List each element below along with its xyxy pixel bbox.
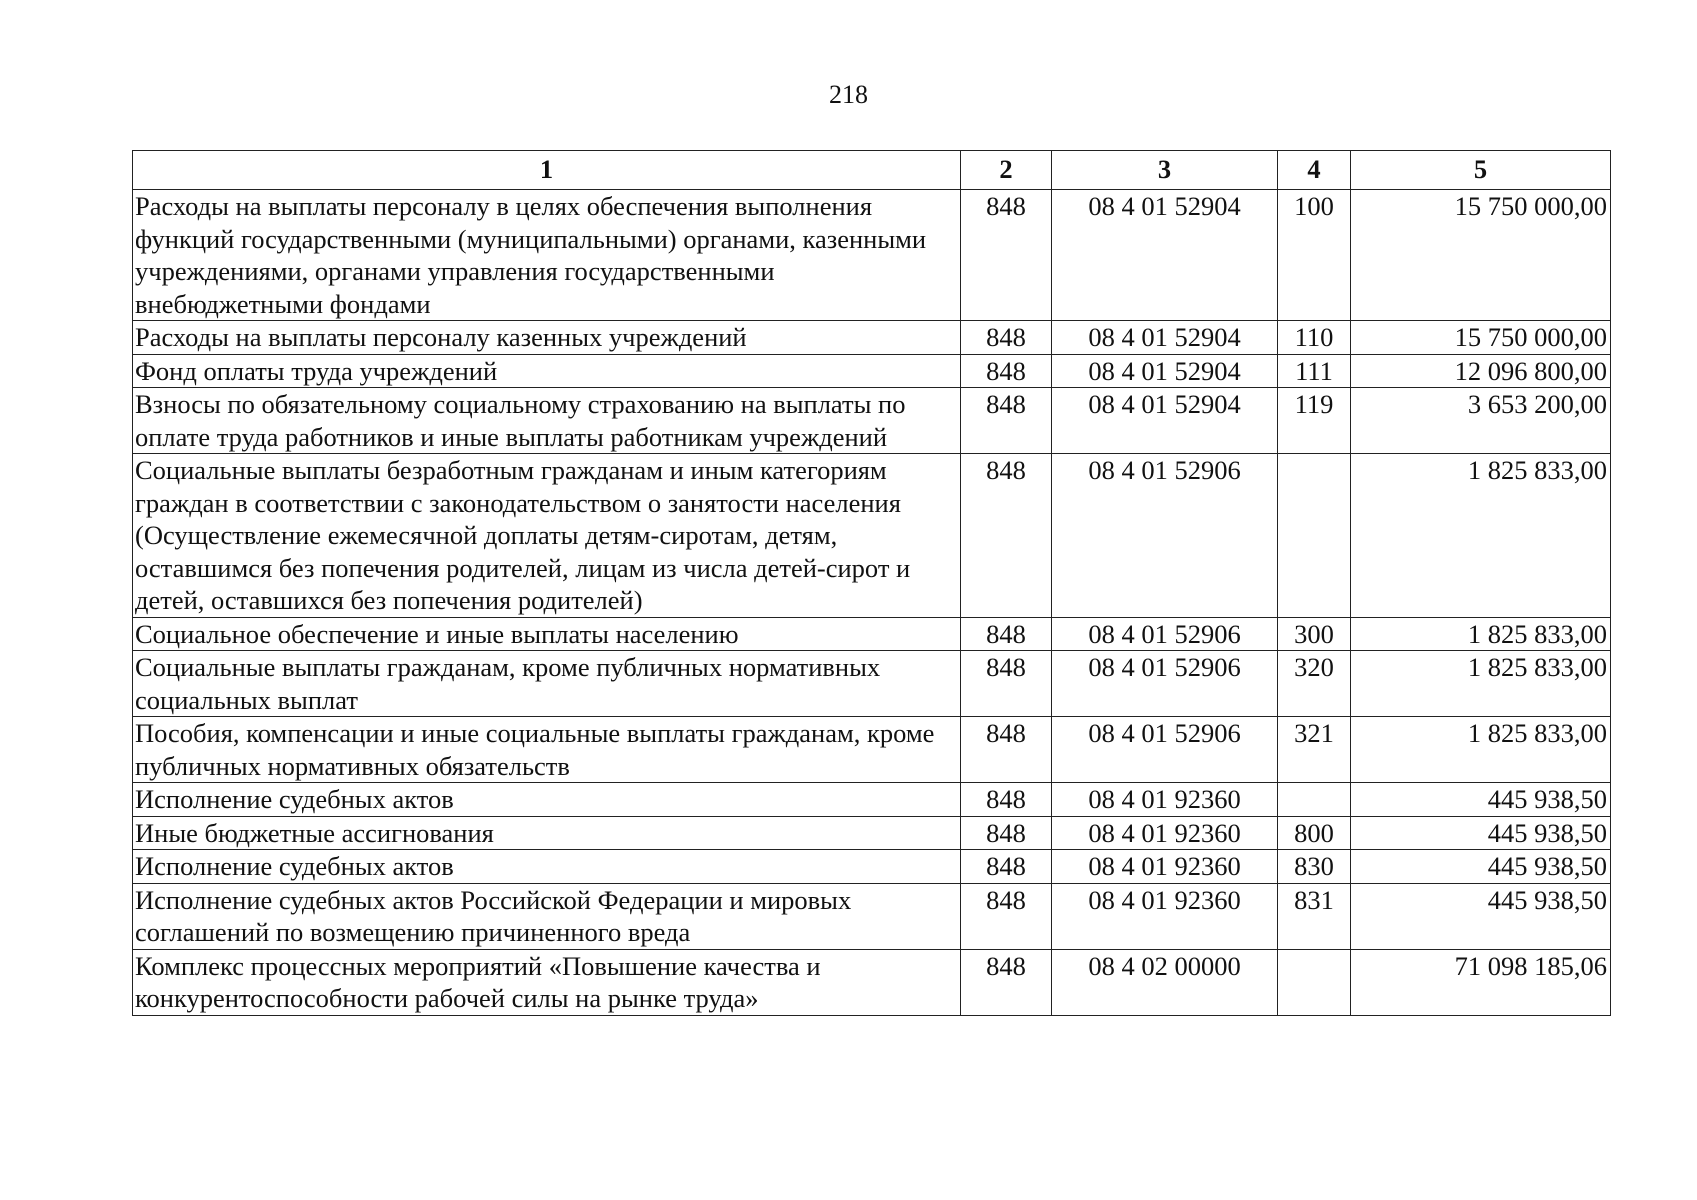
row-amount: 1 825 833,00 [1351,617,1611,651]
row-col-4 [1278,454,1351,618]
row-col-3: 08 4 01 92360 [1052,783,1278,817]
row-col-3: 08 4 01 92360 [1052,850,1278,884]
row-col-3: 08 4 01 92360 [1052,816,1278,850]
row-name: Взносы по обязательному социальному страхованию на выплаты по оплате труда работников и иные выплаты работникам учреждений [133,388,961,454]
row-name: Фонд оплаты труда учреждений [133,354,961,388]
row-col-3: 08 4 01 92360 [1052,883,1278,949]
row-amount: 1 825 833,00 [1351,651,1611,717]
table-row [133,651,1611,717]
row-col-3: 08 4 01 52904 [1052,321,1278,355]
row-name: Иные бюджетные ассигнования [133,816,961,850]
row-col-3: 08 4 01 52906 [1052,717,1278,783]
row-col-4: 320 [1278,651,1351,717]
header-col-3: 3 [1052,151,1278,190]
row-col-4 [1278,783,1351,817]
row-col-4: 321 [1278,717,1351,783]
row-col-2: 848 [961,617,1052,651]
table-body [133,190,1611,1016]
row-name: Расходы на выплаты персоналу в целях обеспечения выполнения функций государственными (муниципальными) органами, казенными учреждениями, органами управления государственными внебюджетными фондами [133,190,961,321]
row-amount: 71 098 185,06 [1351,949,1611,1015]
row-col-4: 100 [1278,190,1351,321]
row-col-2: 848 [961,354,1052,388]
row-col-2: 848 [961,816,1052,850]
row-col-4: 111 [1278,354,1351,388]
table-row [133,388,1611,454]
header-col-4: 4 [1278,151,1351,190]
row-col-4: 110 [1278,321,1351,355]
row-col-2: 848 [961,850,1052,884]
header-col-5: 5 [1351,151,1611,190]
row-amount: 15 750 000,00 [1351,190,1611,321]
row-col-3: 08 4 01 52904 [1052,354,1278,388]
table-row [133,850,1611,884]
table-row [133,354,1611,388]
row-name: Исполнение судебных актов [133,850,961,884]
row-name: Расходы на выплаты персоналу казенных учреждений [133,321,961,355]
row-name: Социальное обеспечение и иные выплаты населению [133,617,961,651]
header-col-2: 2 [961,151,1052,190]
row-col-4 [1278,949,1351,1015]
row-col-2: 848 [961,321,1052,355]
table-row [133,454,1611,618]
table-row [133,783,1611,817]
row-name: Пособия, компенсации и иные социальные выплаты гражданам, кроме публичных нормативных обязательств [133,717,961,783]
row-col-3: 08 4 01 52906 [1052,454,1278,618]
row-name: Социальные выплаты безработным гражданам и иным категориям граждан в соответствии с законодательством о занятости населения (Осуществление ежемесячной доплаты детям-сиротам, детям, оставшимся без попечения родителей, лицам из числа детей-сирот и детей, оставшихся без попечения родителей) [133,454,961,618]
row-amount: 1 825 833,00 [1351,454,1611,618]
table-row [133,617,1611,651]
row-col-2: 848 [961,454,1052,618]
table-row [133,321,1611,355]
page-number: 218 [829,80,868,109]
row-col-2: 848 [961,949,1052,1015]
table-row [133,190,1611,321]
header-col-1: 1 [133,151,961,190]
row-col-4: 800 [1278,816,1351,850]
row-name: Комплекс процессных мероприятий «Повышение качества и конкурентоспособности рабочей силы на рынке труда» [133,949,961,1015]
header-row [133,151,1611,190]
row-name: Исполнение судебных актов [133,783,961,817]
row-amount: 445 938,50 [1351,816,1611,850]
table-row [133,883,1611,949]
table-row [133,717,1611,783]
row-col-2: 848 [961,717,1052,783]
row-amount: 445 938,50 [1351,883,1611,949]
row-name: Исполнение судебных актов Российской Федерации и мировых соглашений по возмещению причиненного вреда [133,883,961,949]
row-col-2: 848 [961,783,1052,817]
row-amount: 15 750 000,00 [1351,321,1611,355]
row-amount: 445 938,50 [1351,850,1611,884]
row-name: Социальные выплаты гражданам, кроме публичных нормативных социальных выплат [133,651,961,717]
row-col-3: 08 4 02 00000 [1052,949,1278,1015]
row-col-3: 08 4 01 52906 [1052,651,1278,717]
row-col-4: 119 [1278,388,1351,454]
row-col-3: 08 4 01 52906 [1052,617,1278,651]
row-amount: 3 653 200,00 [1351,388,1611,454]
row-col-2: 848 [961,388,1052,454]
row-amount: 1 825 833,00 [1351,717,1611,783]
table-row [133,816,1611,850]
row-amount: 12 096 800,00 [1351,354,1611,388]
budget-table [132,150,1611,1016]
row-col-3: 08 4 01 52904 [1052,190,1278,321]
row-col-4: 831 [1278,883,1351,949]
row-col-2: 848 [961,190,1052,321]
row-col-2: 848 [961,651,1052,717]
row-col-3: 08 4 01 52904 [1052,388,1278,454]
row-col-2: 848 [961,883,1052,949]
table-header [133,151,1611,190]
row-col-4: 300 [1278,617,1351,651]
row-amount: 445 938,50 [1351,783,1611,817]
table-row [133,949,1611,1015]
row-col-4: 830 [1278,850,1351,884]
